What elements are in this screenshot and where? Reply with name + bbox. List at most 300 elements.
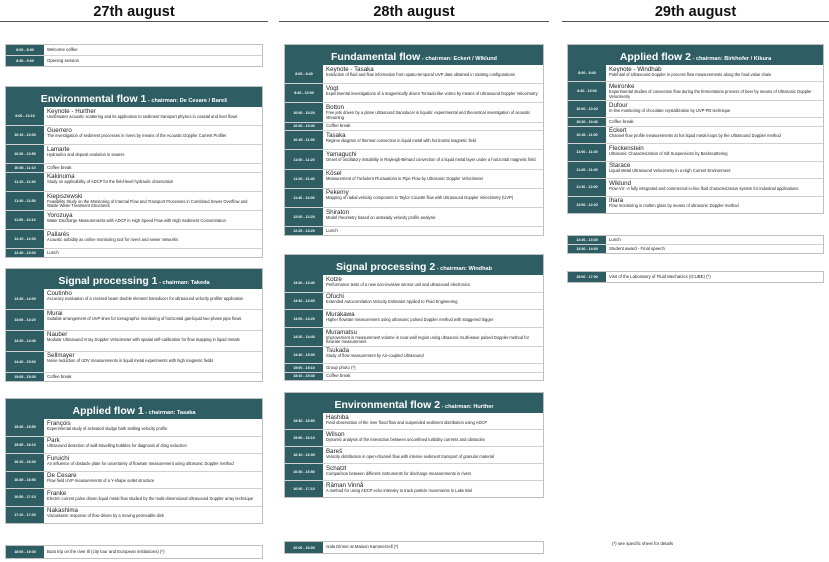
row-content — [606, 236, 823, 244]
talk-row — [6, 436, 262, 454]
time-slot: 12:00 - 12:20 — [568, 197, 606, 213]
talk-row — [568, 126, 823, 143]
talk-row — [6, 351, 262, 372]
time-slot: 8:00 - 8:30 — [6, 45, 44, 55]
row-content — [44, 373, 262, 381]
speaker-name: Hashiba — [326, 413, 349, 421]
session-name: Environmental flow 2 — [334, 399, 441, 411]
talk-title: Higher flowrate measurement using ultrasonic pulsed Doppler method with staggered trigger — [326, 316, 494, 322]
session-chair: - chairman: Birkhofer / Kikura — [690, 56, 772, 62]
speaker-name: Meironke — [609, 82, 635, 90]
session-title — [285, 393, 543, 413]
event-label: Coffee break — [47, 165, 72, 170]
event-row — [6, 163, 262, 172]
row-content — [323, 373, 543, 380]
talk-title: Performance tests of a new non-invasive sensor unit and ultrasound electronics — [326, 281, 471, 287]
row-content — [44, 45, 262, 55]
event-label: Gala Dinner at Maison Kammerzell (*) — [326, 544, 399, 550]
session-block — [5, 398, 263, 524]
talk-title: Experimental studies of convection flow during the fermentation process of beer by means of Ultrasonic Doppler Velocimetry — [609, 88, 812, 99]
speaker-name: François — [47, 419, 71, 427]
event-label: Boat trip on the river Ill (city tour and European institutions) (*) — [47, 548, 165, 554]
row-content — [323, 227, 543, 235]
time-slot: 11:10 - 11:30 — [6, 173, 44, 191]
session-block — [284, 254, 544, 381]
time-slot: 13:30 - 14:00 — [568, 245, 606, 253]
talk-title: Free jets driven by a plane ultrasound transducer in liquids: experimental and theoretical investigation of acoustic streaming — [326, 109, 531, 120]
day-column — [0, 0, 268, 562]
time-slot: 16:10 - 16:30 — [6, 454, 44, 471]
speaker-name: Ihara — [609, 197, 624, 205]
speaker-name: Kösel — [326, 170, 342, 178]
time-slot: 18:00 - 19:30 — [6, 546, 44, 558]
talk-row — [568, 161, 823, 178]
event-row — [285, 226, 543, 235]
talk-row — [6, 210, 262, 229]
talk-row — [568, 65, 823, 81]
row-content — [323, 481, 543, 497]
row-content — [44, 289, 262, 309]
time-slot: 11:00 - 11:20 — [568, 144, 606, 160]
talk-row — [568, 196, 823, 213]
talk-row — [6, 309, 262, 330]
event-row — [568, 117, 823, 125]
talk-row — [285, 346, 543, 364]
time-slot: 10:50 - 11:10 — [6, 164, 44, 172]
row-content — [323, 103, 543, 121]
session-title — [6, 399, 262, 419]
talk-row — [285, 480, 543, 497]
speaker-name: Botton — [326, 103, 344, 111]
talk-title: Underwater acoustic scattering and its application to sediment transport physics in coastal and river flows — [47, 113, 238, 119]
event-label: Student award - Final speech — [609, 245, 665, 251]
row-content — [44, 507, 262, 524]
footnote: (*) see specific sheet for details — [612, 541, 674, 546]
time-slot: 12:20 - 13:20 — [285, 227, 323, 235]
time-slot: 20:00 - 23:00 — [285, 542, 323, 553]
talk-title: Dynamic analysis of the interaction between unconfined turbidity currents and obstacles — [326, 436, 485, 442]
event-block — [567, 271, 824, 283]
talk-title: Flow field UVP measurements of a Y-shape outlet structure — [47, 478, 155, 483]
row-content — [44, 472, 262, 489]
row-content — [323, 413, 543, 429]
speaker-name: Sellmayer — [47, 352, 75, 360]
event-label: Group photo (*) — [326, 364, 356, 370]
time-slot: 16:30 - 16:50 — [285, 464, 323, 480]
talk-title: Study on applicability of ADCP for the field-level hydraulic observation — [47, 179, 174, 185]
time-slot: 16:10 - 16:30 — [285, 447, 323, 463]
time-slot: 14:20 - 14:40 — [285, 328, 323, 346]
time-slot: 15:30 - 15:50 — [285, 413, 323, 429]
talk-row — [285, 65, 543, 83]
event-row — [285, 122, 543, 131]
time-slot: 16:50 - 17:10 — [6, 489, 44, 506]
talk-row — [285, 413, 543, 429]
talk-title: Flow monitoring in molten glass by means of ultrasonic Doppler method — [609, 203, 739, 209]
talk-title: In-line monitoring of chocolate crystallization by UVP-PD technique — [609, 107, 731, 113]
time-slot: 10:20 - 10:40 — [568, 118, 606, 125]
talk-row — [6, 107, 262, 125]
row-content — [606, 127, 823, 143]
time-slot: 11:30 - 11:50 — [6, 192, 44, 210]
speaker-name: Yorozuya — [47, 211, 73, 219]
event-block — [567, 235, 824, 254]
speaker-name: Wilson — [326, 430, 345, 438]
time-slot: 11:50 - 12:10 — [6, 211, 44, 229]
row-content — [323, 364, 543, 371]
time-slot: 8:00 - 8:40 — [285, 65, 323, 83]
speaker-name: De Cesare — [47, 472, 77, 479]
event-label: Coffee break — [326, 373, 351, 379]
event-label: Lunch — [47, 250, 59, 256]
speaker-name: Ofuchi — [326, 293, 344, 301]
event-label: Lunch — [609, 236, 621, 242]
row-content — [323, 189, 543, 207]
row-content — [44, 145, 262, 163]
event-label: Coffee break — [609, 118, 634, 124]
row-content — [323, 347, 543, 364]
session-name: Fundamental flow — [331, 51, 421, 63]
talk-row — [6, 125, 262, 144]
session-chair: - chairman: Hurther — [440, 404, 494, 410]
session-name: Applied flow 2 — [619, 51, 691, 63]
event-label: Visit of the Laboratory of Fluid Mechanics (ICUBE) (*) — [609, 273, 711, 279]
talk-title: Measurement of Turbulent Fluctuations in Pipe Flow by Ultrasonic Doppler Velocimeter — [326, 176, 484, 182]
row-content — [323, 65, 543, 83]
talk-title: Onset of oscillatory instability in Rayleigh-Bénard convection of a liquid metal layer under a horizontal magnetic field — [326, 156, 536, 162]
speaker-name: Yamaguchi — [326, 150, 357, 158]
row-content — [323, 293, 543, 310]
time-slot: 10:40 - 11:00 — [568, 127, 606, 143]
session-block — [5, 268, 263, 382]
day-heading: 27th august — [0, 0, 268, 22]
session-chair: - chairman: Windhab — [435, 266, 493, 272]
row-content — [323, 208, 543, 226]
talk-row — [285, 327, 543, 346]
talk-row — [285, 429, 543, 446]
session-block — [284, 392, 544, 498]
talk-title: Improvement in measurement volume in near-wall region using ultrasonic multi-wave pulsed Doppler method for flowrate measurement — [326, 334, 529, 345]
speaker-name: Kakinuma — [47, 173, 75, 181]
talk-row — [6, 471, 262, 489]
session-chair: - chairman: De Cesare / Bareš — [146, 98, 228, 104]
row-content — [44, 546, 262, 558]
session-title — [6, 87, 262, 107]
session-title — [285, 45, 543, 65]
row-content — [323, 84, 543, 102]
session-title — [568, 45, 823, 65]
talk-title: Mapping of radial velocity component in Taylor Couette flow with Ultrasound Doppler Velocimetry (UVP) — [326, 195, 514, 201]
time-slot: 12:20 - 13:30 — [568, 236, 606, 244]
session-name: Environmental flow 1 — [40, 93, 147, 105]
talk-title: Water Discharge Measurements with ADCP in High Speed Flow with High Sediment Concentration — [47, 217, 226, 223]
row-content — [606, 272, 823, 282]
speaker-name: Keynote - Windhab — [609, 65, 662, 73]
row-content — [323, 131, 543, 149]
time-slot: 8:00 - 8:40 — [568, 65, 606, 81]
row-content — [323, 310, 543, 327]
speaker-name: Nakashima — [47, 507, 78, 514]
speaker-name: Franke — [47, 489, 67, 497]
talk-row — [6, 419, 262, 436]
time-slot: 15:00 - 15:30 — [6, 373, 44, 381]
talk-title: Experimental investigations of a magnetically driven Tornado-like vortex by means of Ultrasound Doppler Velocimetry — [326, 90, 538, 96]
time-slot: 11:40 - 12:00 — [285, 189, 323, 207]
speaker-name: Muramatsu — [326, 328, 357, 336]
time-slot: 14:00 - 14:20 — [285, 310, 323, 327]
event-block — [5, 44, 263, 67]
speaker-name: Furuichi — [47, 454, 70, 462]
talk-row — [568, 143, 823, 160]
row-content — [323, 328, 543, 346]
talk-title: A method for using ADCP echo intensity to track particle movements in Lake Biel — [326, 487, 473, 493]
talk-row — [285, 149, 543, 168]
event-row — [285, 542, 543, 553]
time-slot: 13:20 - 13:40 — [285, 275, 323, 292]
talk-title: Velocity distribution in open-channel flow with intense sediment transport of granular material — [326, 453, 494, 459]
row-content — [44, 454, 262, 471]
talk-title: Regime diagram of thermal convection in liquid metal with horizontal magnetic field — [326, 137, 476, 143]
row-content — [606, 245, 823, 253]
event-label: Opening session — [47, 57, 80, 63]
row-content — [44, 331, 262, 351]
row-content — [44, 164, 262, 172]
talk-title: Suitable arrangement of UVP-lines for tomographic monitoring of horizontal gas-liquid two-phase pipe flows — [47, 316, 242, 322]
talk-row — [568, 81, 823, 100]
row-content — [323, 464, 543, 480]
speaker-name: Vogt — [326, 84, 339, 92]
talk-row — [285, 102, 543, 121]
time-slot: 10:10 - 10:30 — [6, 126, 44, 144]
talk-title: Liquid Metal Ultrasound Velocimetry in a High Current Environment — [609, 168, 731, 174]
talk-title: Channel flow profile measurements at hot liquid metal loops by the Ultrasound Doppler method — [609, 133, 781, 139]
speaker-name: Kiepiszewski — [47, 192, 83, 200]
event-row — [6, 55, 262, 66]
time-slot: 10:20 - 10:40 — [285, 123, 323, 131]
talk-title: Electric current pulse driven liquid metal flow studied by the multi-dimensional Ultrasound Doppler array technique — [47, 495, 254, 501]
talk-title: Flow-Viz -A fully integrated and commercial in-line fluid characterization system for industrial applications — [609, 185, 799, 191]
row-content — [44, 173, 262, 191]
event-row — [6, 372, 262, 381]
talk-row — [568, 100, 823, 117]
time-slot: 15:00 - 15:10 — [285, 364, 323, 371]
speaker-name: Pallarès — [47, 230, 70, 238]
speaker-name: Starace — [609, 162, 631, 170]
time-slot: 15:10 - 15:30 — [285, 373, 323, 380]
event-row — [6, 546, 262, 558]
time-slot: 15:30 - 15:50 — [6, 419, 44, 436]
talk-title: Study of flow measurement by Air-coupled Ultrasound — [326, 353, 424, 359]
speaker-name: Dufour — [609, 101, 628, 109]
talk-title: Feasibility Study on the Monitoring of Internal Flow and Transport Processes in Combined Sewer Overflow and Waste Water Treatment Structures — [47, 198, 248, 209]
time-slot: 15:00 - 17:00 — [568, 272, 606, 282]
speaker-name: Schatzl — [326, 464, 347, 472]
day-heading: 28th august — [279, 0, 549, 22]
talk-row — [6, 289, 262, 309]
talk-row — [285, 309, 543, 327]
session-chair: - chairman: Takeda — [157, 280, 210, 286]
row-content — [323, 275, 543, 292]
event-row — [285, 363, 543, 371]
talk-title: Experimental study of activated sludge bath settling velocity profile — [47, 425, 168, 431]
speaker-name: Lamarte — [47, 145, 70, 153]
talk-title: Extraction of fluid and flow information from spatio-temporal UVP data obtained in rotating configurations — [326, 71, 516, 77]
row-content — [44, 352, 262, 372]
speaker-name: Murakawa — [326, 310, 355, 318]
talk-row — [6, 172, 262, 191]
talk-row — [285, 446, 543, 463]
talk-row — [6, 453, 262, 471]
event-row — [6, 45, 262, 55]
speaker-name: Shiraton — [326, 208, 350, 216]
talk-row — [6, 144, 262, 163]
event-label: Coffee break — [326, 123, 351, 129]
talk-title: Potential of Ultrasound Doppler in process flow measurements along the food value chain — [609, 71, 772, 77]
row-content — [606, 118, 823, 125]
row-content — [323, 170, 543, 188]
time-slot: 11:20 - 11:40 — [568, 162, 606, 178]
row-content — [606, 162, 823, 178]
time-slot: 14:40 - 15:00 — [6, 352, 44, 372]
talk-row — [6, 488, 262, 506]
speaker-name: Tasaka — [326, 131, 346, 139]
time-slot: 13:30 - 14:00 — [6, 289, 44, 309]
talk-title: Accuracy evaluation of a crossed beam double element transducer for ultrasound velocity profiler application — [47, 295, 244, 301]
time-slot: 9:00 - 10:10 — [6, 107, 44, 125]
row-content — [44, 310, 262, 330]
talk-title: The investigation of sediment processes in rivers by means of the Acoustic Doppler Current Profiler — [47, 132, 227, 138]
session-name: Applied flow 1 — [72, 405, 144, 417]
speaker-name: Pekerny — [326, 189, 349, 197]
event-label: Coffee break — [47, 373, 72, 379]
time-slot: 8:40 - 10:00 — [568, 82, 606, 100]
row-content — [44, 419, 262, 436]
time-slot: 14:20 - 14:40 — [6, 331, 44, 351]
talk-row — [6, 330, 262, 351]
talk-row — [285, 292, 543, 310]
speaker-name: Keynote - Tasaka — [326, 65, 374, 73]
row-content — [323, 542, 543, 553]
row-content — [323, 123, 543, 131]
day-column — [279, 0, 549, 562]
event-label: Welcome coffee — [47, 46, 78, 52]
speaker-name: Eckert — [609, 127, 627, 135]
event-row — [568, 236, 823, 244]
row-content — [44, 126, 262, 144]
row-content — [606, 144, 823, 160]
event-row — [568, 272, 823, 282]
talk-row — [6, 506, 262, 524]
session-block — [567, 44, 824, 214]
speaker-name: Keynote - Hurther — [47, 107, 96, 115]
talk-row — [285, 275, 543, 292]
talk-title: Viscoelastic response of flow driven by a moving permeable disk — [47, 513, 164, 518]
time-slot: 10:00 - 10:20 — [285, 103, 323, 121]
time-slot: 10:40 - 11:00 — [285, 131, 323, 149]
row-content — [44, 107, 262, 125]
talk-row — [6, 229, 262, 248]
time-slot: 11:20 - 11:40 — [285, 170, 323, 188]
talk-row — [285, 83, 543, 102]
time-slot: 12:10 - 12:30 — [6, 230, 44, 248]
row-content — [606, 197, 823, 213]
row-content — [323, 150, 543, 168]
row-content — [44, 56, 262, 66]
talk-title: Model rheometry based on unsteady velocity profile analysis — [326, 214, 436, 220]
speaker-name: Tsukada — [326, 347, 350, 355]
session-chair: - chairman: Eckert / Wiklund — [420, 56, 497, 62]
talk-row — [285, 188, 543, 207]
row-content — [44, 230, 262, 248]
row-content — [606, 179, 823, 195]
talk-row — [285, 463, 543, 480]
speaker-name: Wiklund — [609, 179, 632, 187]
talk-title: Modular Ultrasound Array Doppler Velocimeter with spatial self-calibration for flow mapping in liquid metals — [47, 337, 240, 343]
speaker-name: Nauber — [47, 331, 68, 339]
time-slot: 10:00 - 10:20 — [568, 101, 606, 117]
time-slot: 13:40 - 14:00 — [285, 293, 323, 310]
talk-title: An influence of obstacle plate for uncertainty of flowrate measurement using ultrasonic Doppler method — [47, 460, 234, 466]
talk-title: Extended Autocorrelation Velocity Estimator Applied to Fluid Engineering — [326, 299, 458, 305]
session-chair: - chairman: Tasaka — [143, 410, 196, 416]
speaker-name: Murai — [47, 310, 63, 318]
talk-title: Acoustic turbidity as online monitoring tool for rivers and sewer networks — [47, 236, 179, 242]
time-slot: 14:00 - 14:20 — [6, 310, 44, 330]
talk-title: Ultrasonic Characterization of Silt Suspensions by Backscattering — [609, 150, 728, 156]
time-slot: 11:40 - 12:00 — [568, 179, 606, 195]
event-row — [285, 372, 543, 380]
session-title — [6, 269, 262, 289]
session-block — [5, 86, 263, 258]
row-content — [44, 249, 262, 257]
talk-row — [285, 207, 543, 226]
time-slot: 17:10 - 17:30 — [6, 507, 44, 524]
talk-row — [285, 169, 543, 188]
time-slot: 12:00 - 12:20 — [285, 208, 323, 226]
time-slot: 12:30 - 13:30 — [6, 249, 44, 257]
time-slot: 11:00 - 11:20 — [285, 150, 323, 168]
session-block — [284, 44, 544, 236]
talk-title: Field observation of the river flood flow and suspended sediment distribution using ADCP — [326, 419, 488, 425]
talk-title: Ultrasound detection of wall-travelling bubbles for diagnosis of drag reduction — [47, 443, 187, 448]
speaker-name: Fleckenstein — [609, 144, 644, 152]
talk-row — [6, 191, 262, 210]
event-row — [568, 244, 823, 253]
row-content — [44, 211, 262, 229]
event-row — [6, 248, 262, 257]
time-slot: 10:30 - 10:50 — [6, 145, 44, 163]
session-name: Signal processing 2 — [335, 261, 436, 273]
speaker-name: Bareš — [326, 447, 343, 455]
talk-title: Noise reduction of UDV measurements in liquid metal experiments with high magnetic fields — [47, 358, 214, 364]
speaker-name: Guerrero — [47, 126, 72, 134]
row-content — [606, 65, 823, 81]
speaker-name: Park — [47, 437, 60, 444]
talk-row — [285, 130, 543, 149]
event-block — [5, 545, 263, 559]
row-content — [44, 437, 262, 454]
row-content — [323, 430, 543, 446]
speaker-name: Coutinho — [47, 289, 72, 297]
row-content — [44, 192, 262, 210]
row-content — [323, 447, 543, 463]
row-content — [606, 82, 823, 100]
time-slot: 14:40 - 15:00 — [285, 347, 323, 364]
session-name: Signal processing 1 — [58, 275, 158, 287]
time-slot: 15:50 - 16:10 — [6, 437, 44, 454]
time-slot: 16:30 - 16:50 — [6, 472, 44, 489]
time-slot: 15:50 - 16:10 — [285, 430, 323, 446]
